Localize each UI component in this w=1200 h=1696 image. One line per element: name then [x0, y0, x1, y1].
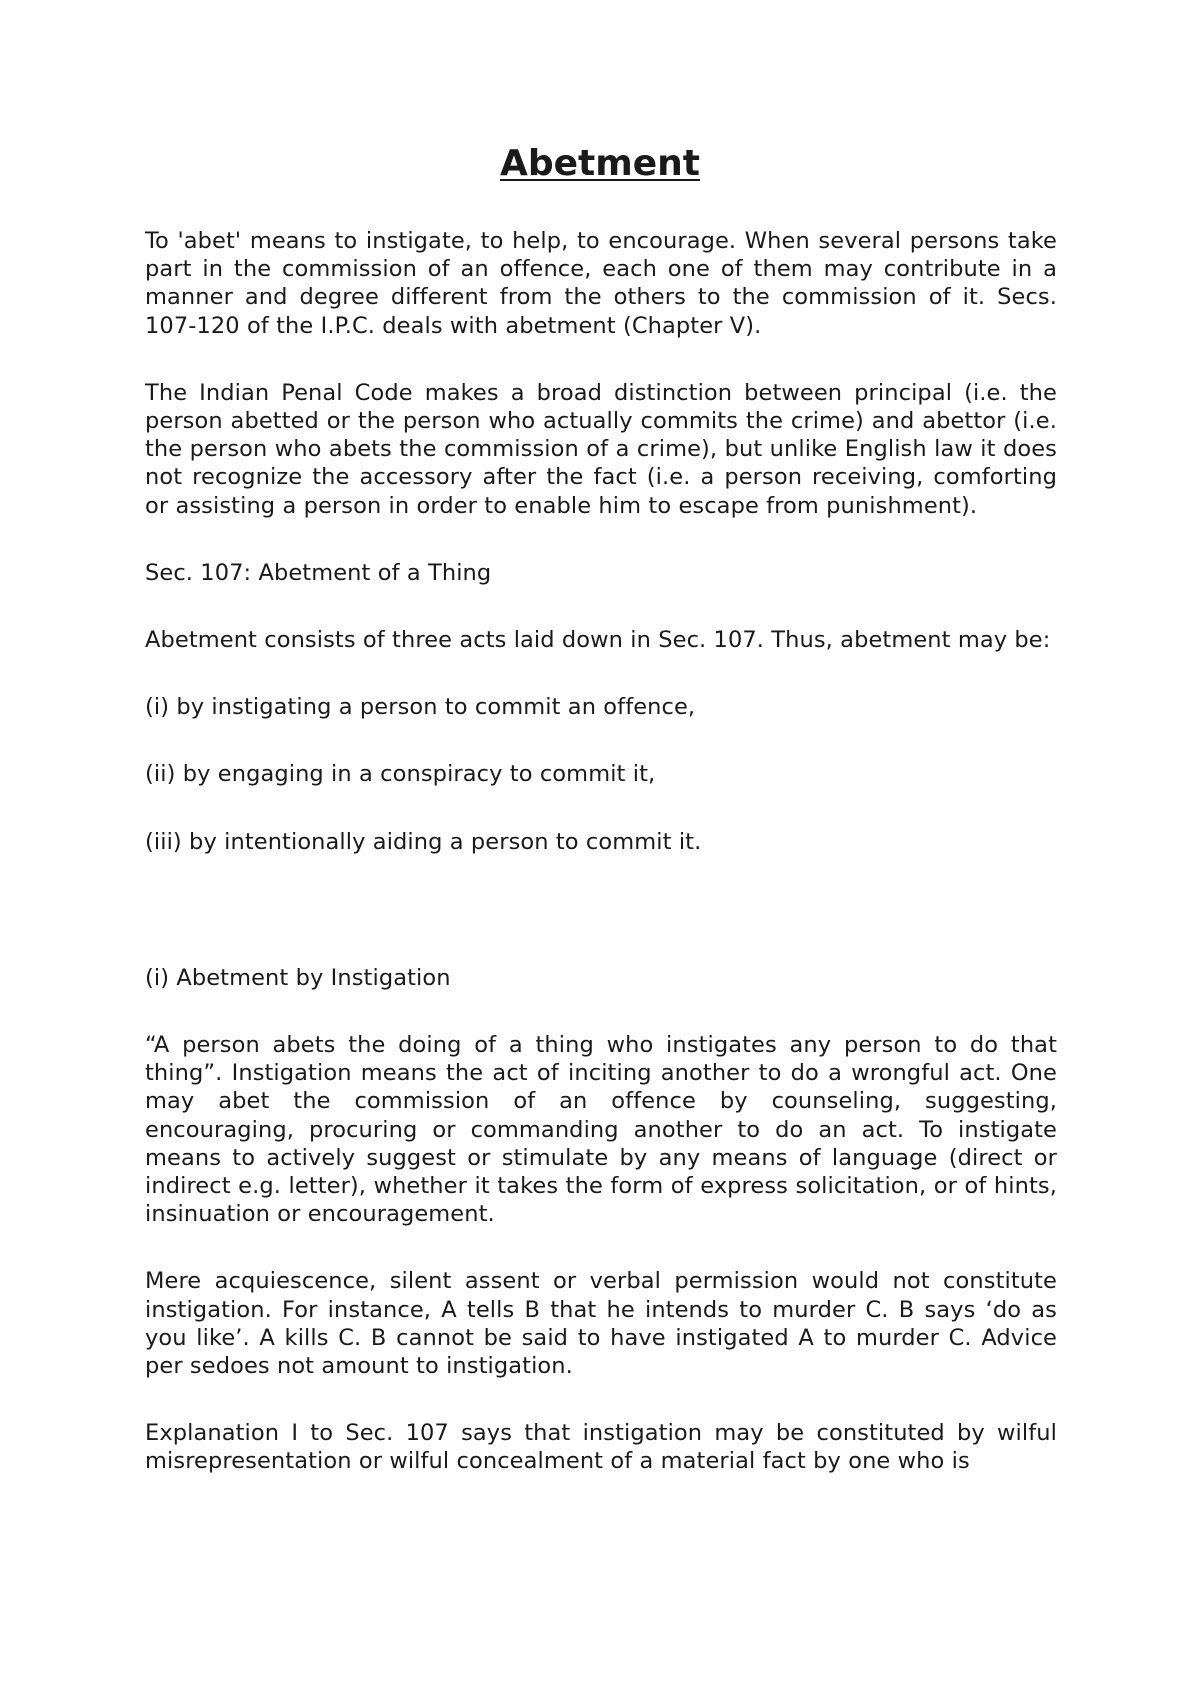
document-title-text: Abetment	[499, 143, 701, 184]
paragraph-three-acts: Abetment consists of three acts laid down in Sec. 107. Thus, abetment may be:	[145, 627, 1051, 654]
document-title	[0, 142, 1200, 186]
paragraph-principal-abettor: The Indian Penal Code makes a broad distinction between principal (i.e. the person abetted or the person who actually commits the crime) and abettor (i.e. the person who abets the commission of a crime), but unlike English law it does not recognize the accessory after the fact (i.e. a person receiving, comforting or assisting a person in order to enable him to escape from punishment).	[145, 379, 1057, 519]
section-heading-107: Sec. 107: Abetment of a Thing	[145, 559, 492, 586]
paragraph-mere-acquiescence: Mere acquiescence, silent assent or verbal permission would not constitute instigation. For instance, A tells B that he intends to murder C. B says ‘do as you like’. A kills C. B cannot be said to have instigated A to murder C. Advice per sedoes not amount to instigation.	[145, 1268, 1057, 1380]
document-body	[145, 227, 1057, 1515]
list-item-conspiracy: (ii) by engaging in a conspiracy to commit it,	[145, 761, 656, 788]
paragraph-instigation-definition: “A person abets the doing of a thing who instigates any person to do that thing”. Instigation means the act of inciting another to do a wrongful act. One may abet the commission of an offence by counseling, suggesting, encouraging, procuring or commanding another to do an act. To instigate means to actively suggest or stimulate by any means of language (direct or indirect e.g. letter), whether it takes the form of express solicitation, or of hints, insinuation or encouragement.	[145, 1032, 1057, 1228]
list-item-aiding: (iii) by intentionally aiding a person to commit it.	[145, 828, 702, 855]
list-item-instigating: (i) by instigating a person to commit an offence,	[145, 694, 696, 721]
paragraph-abet-definition: To 'abet' means to instigate, to help, to encourage. When several persons take part in the commission of an offence, each one of them may contribute in a manner and degree different from the others to the commission of it. Secs. 107-120 of the I.P.C. deals with abetment (Chapter V).	[145, 228, 1057, 339]
paragraph-explanation-one: Explanation I to Sec. 107 says that instigation may be constituted by wilful misrepresentation or wilful concealment of a material fact by one who is	[145, 1420, 1057, 1475]
section-heading-instigation: (i) Abetment by Instigation	[145, 964, 451, 991]
